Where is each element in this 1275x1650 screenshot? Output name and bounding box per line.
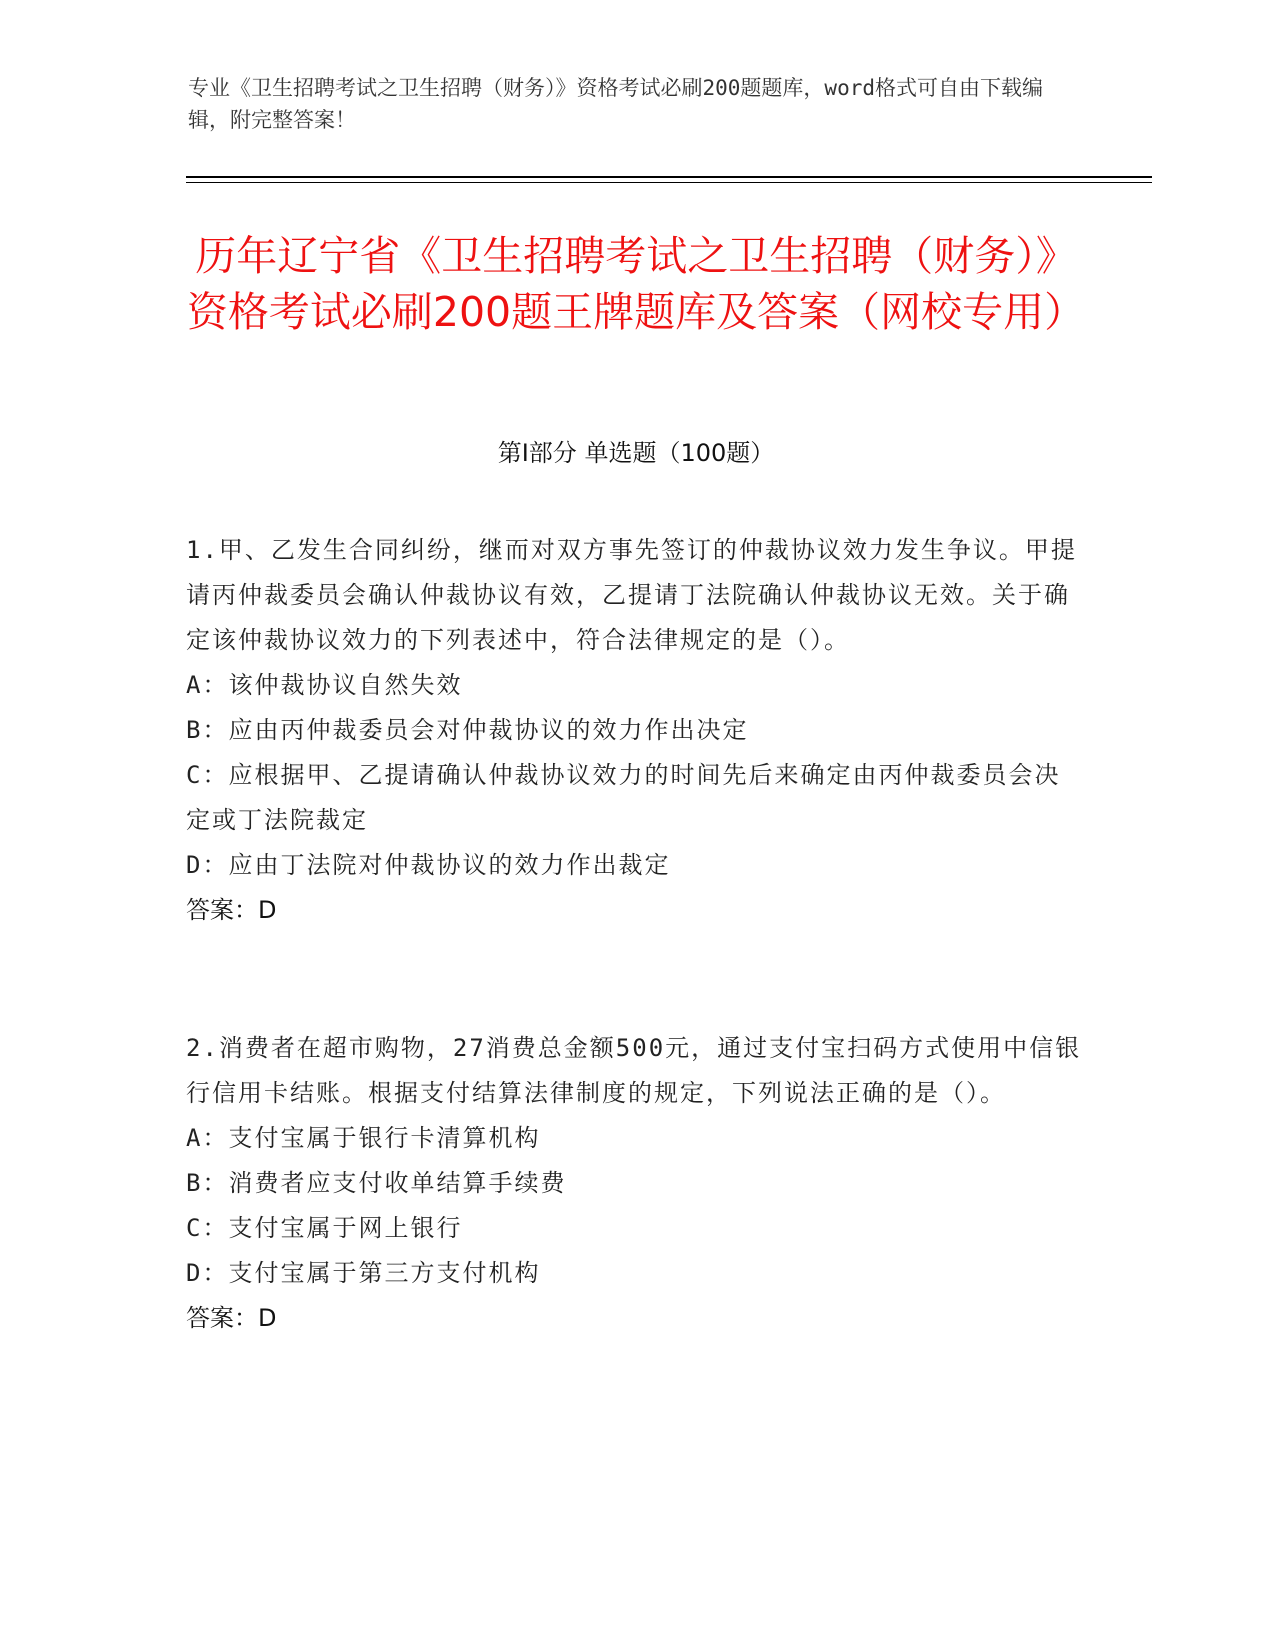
option-c: C：支付宝属于网上银行 [186,1214,463,1242]
answer-label: 答案：D [186,896,277,924]
document-title: 历年辽宁省《卫生招聘考试之卫生招聘（财务）》资格考试必刷200题王牌题库及答案（网校专用） [186,232,1086,336]
header-divider-thin [186,182,1152,183]
option-b: B：应由丙仲裁委员会对仲裁协议的效力作出决定 [186,716,749,744]
option-d: D：支付宝属于第三方支付机构 [186,1259,541,1287]
option-b: B：消费者应支付收单结算手续费 [186,1169,567,1197]
header-divider-thick [186,176,1152,178]
option-a: A：支付宝属于银行卡清算机构 [186,1124,541,1152]
option-c: C：应根据甲、乙提请确认仲裁协议效力的时间先后来确定由丙仲裁委员会决定或丁法院裁定 [186,761,1061,834]
question-block [186,1026,1086,1341]
question-stem: 1.甲、乙发生合同纠纷，继而对双方事先签订的仲裁协议效力发生争议。甲提请丙仲裁委员会确认仲裁协议有效，乙提请丁法院确认仲裁协议无效。关于确定该仲裁协议效力的下列表述中，符合法律规定的是（）。 [186,536,1077,654]
question-stem: 2.消费者在超市购物，27消费总金额500元，通过支付宝扫码方式使用中信银行信用卡结账。根据支付结算法律制度的规定，下列说法正确的是（）。 [186,1034,1082,1107]
question-block [186,528,1086,933]
header-note: 专业《卫生招聘考试之卫生招聘（财务）》资格考试必刷200题题库，word格式可自由下载编辑，附完整答案！ [188,76,1043,132]
section-heading: 第I部分 单选题（100题） [497,439,775,467]
option-a: A：该仲裁协议自然失效 [186,671,463,699]
answer-label: 答案：D [186,1304,277,1332]
option-d: D：应由丁法院对仲裁协议的效力作出裁定 [186,851,671,879]
